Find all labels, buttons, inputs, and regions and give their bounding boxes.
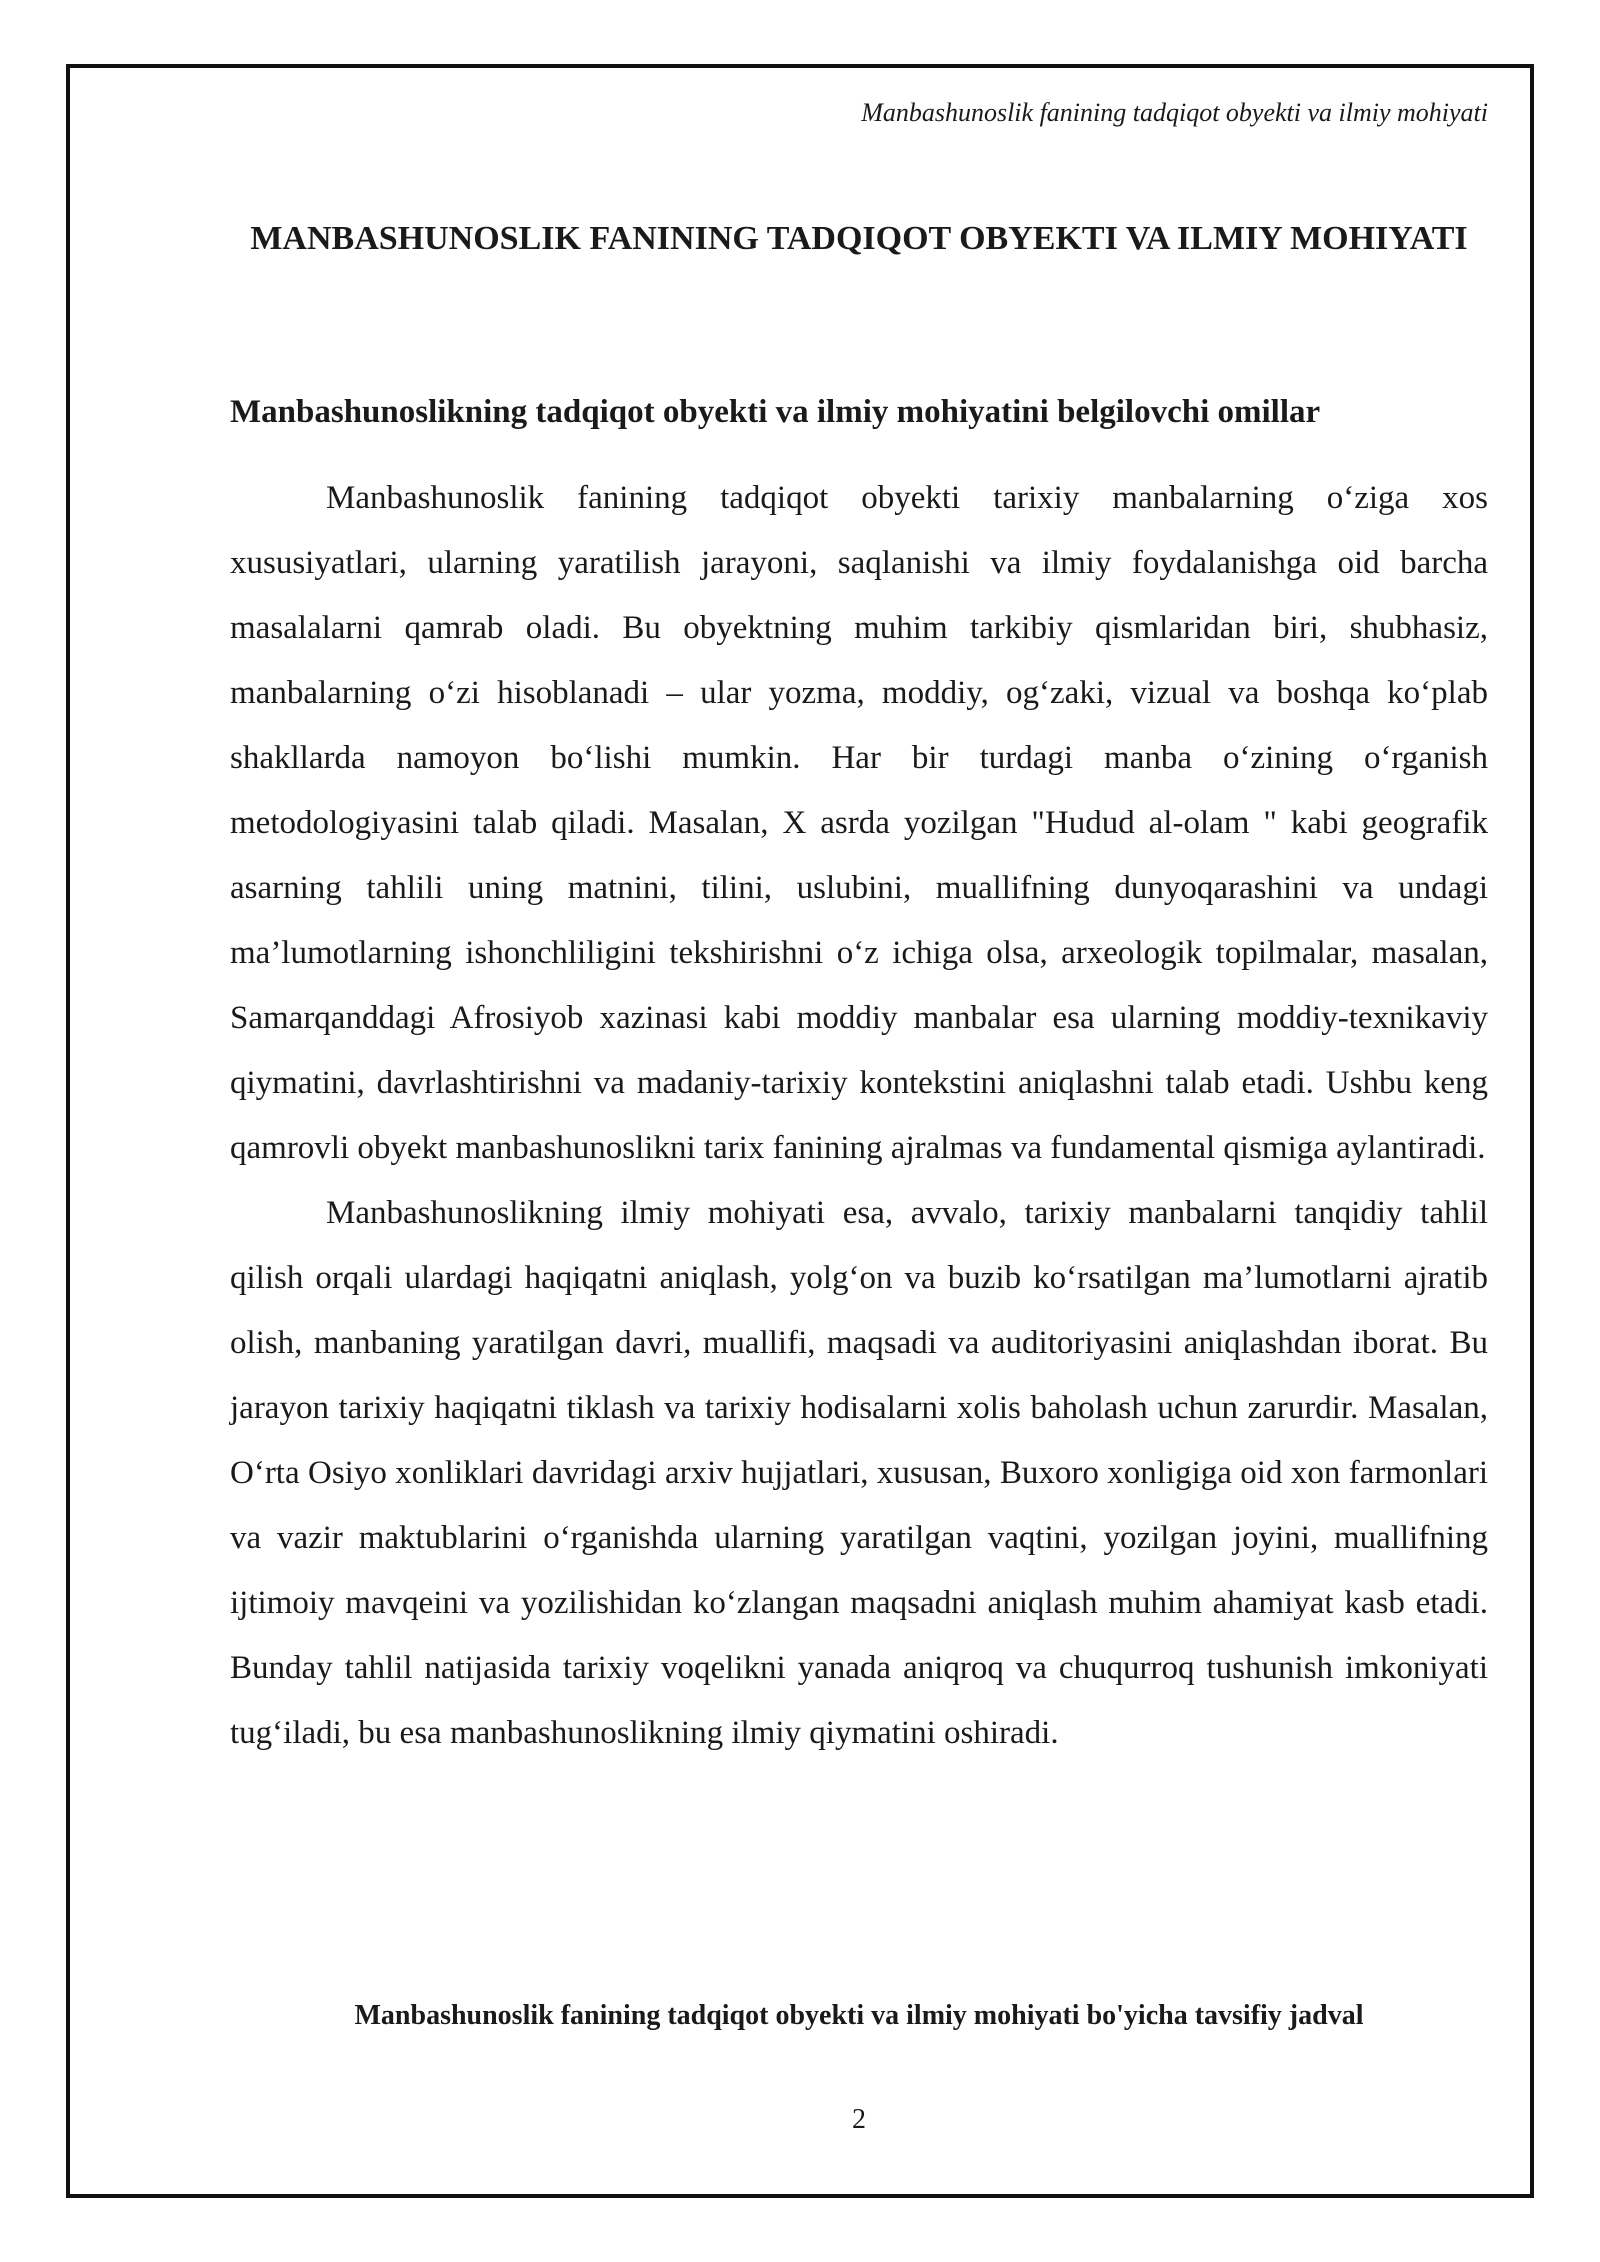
table-caption: Manbashunoslik fanining tadqiqot obyekti va ilmiy mohiyati bo'yicha tavsifiy jadval	[354, 2000, 1364, 2031]
paragraph: Manbashunoslikning ilmiy mohiyati esa, avvalo, tarixiy manbalarni tanqidiy tahlil qilish orqali ulardagi haqiqatni aniqlash, yolg‘on va buzib ko‘rsatilgan ma’lumotlarni ajratib olish, manbaning yaratilgan davri, muallifi, maqsadi va auditoriyasini aniqlashdan iborat. Bu jarayon tarixiy haqiqatni tiklash va tarixiy hodisalarni xolis baholash uchun zarurdir. Masalan, O‘rta Osiyo xonliklari davridagi arxiv hujjatlari, xususan, Buxoro xonligiga oid xon farmonlari va vazir maktublarini o‘rganishda ularning yaratilgan vaqtini, yozilgan joyini, muallifning ijtimoiy mavqeini va yozilishidan ko‘zlangan maqsadni aniqlash muhim ahamiyat kasb etadi. Bunday tahlil natijasida tarixiy voqelikni yanada aniqroq va chuqurroq tushunish imkoniyati tug‘iladi, bu esa manbashunoslikning ilmiy qiymatini oshiradi.	[230, 1195, 1488, 1751]
running-header: Manbashunoslik fanining tadqiqot obyekti va ilmiy mohiyati	[861, 98, 1488, 127]
paragraph: Manbashunoslik fanining tadqiqot obyekti tarixiy manbalarning o‘ziga xos xususiyatlari, ularning yaratilish jarayoni, saqlanishi va ilmiy foydalanishga oid barcha masalalarni qamrab oladi. Bu obyektning muhim tarkibiy qismlaridan biri, shubhasiz, manbalarning o‘zi hisoblanadi – ular yozma, moddiy, og‘zaki, vizual va boshqa ko‘plab shakllarda namoyon bo‘lishi mumkin. Har bir turdagi manba o‘zining o‘rganish metodologiyasini talab qiladi. Masalan, X asrda yozilgan "Hudud al-olam " kabi geografik asarning tahlili uning matnini, tilini, uslubini, muallifning dunyoqarashini va undagi ma’lumotlarning ishonchliligini tekshirishni o‘z ichiga olsa, arxeologik topilmalar, masalan, Samarqanddagi Afrosiyob xazinasi kabi moddiy manbalar esa ularning moddiy-texnikaviy qiymatini, davrlashtirishni va madaniy-tarixiy kontekstini aniqlashni talab etadi. Ushbu keng qamrovli obyekt manbashunoslikni tarix fanining ajralmas va fundamental qismiga aylantiradi.	[230, 480, 1488, 1166]
page-number: 2	[852, 2104, 866, 2135]
body-text	[230, 466, 1488, 1766]
document-title: MANBASHUNOSLIK FANINING TADQIQOT OBYEKTI VA ILMIY MOHIYATI	[250, 220, 1468, 257]
section-heading: Manbashunoslikning tadqiqot obyekti va ilmiy mohiyatini belgilovchi omillar	[230, 394, 1321, 430]
